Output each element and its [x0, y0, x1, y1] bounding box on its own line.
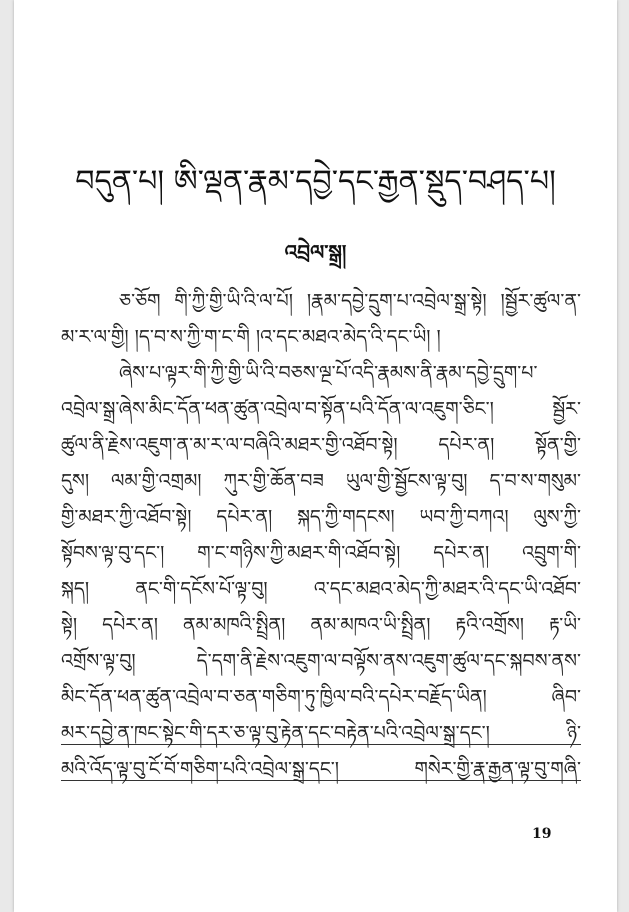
text-line	[61, 535, 581, 571]
text-line	[61, 751, 581, 787]
text-line	[61, 715, 581, 751]
body-text	[61, 283, 581, 787]
text-line	[61, 571, 581, 607]
text-line-content: ཅ་ཅོག གི་ཀྱི་གྱི་ཡི་འི་ལ་པོ། །རྣམ་དབྱེ་དྲུག་པ་འབྲེལ་སྒྲ་སྟེ། །སྦྱོར་ཚུལ་ན་	[119, 290, 581, 312]
text-line	[61, 283, 581, 319]
text-line-content: ཞེས་པ་ལྟར་གི་ཀྱི་གྱི་ཡི་འི་བཅས་ལྔ་པོ་འདི་རྣམས་ནི་རྣམ་དབྱེ་དྲུག་པ་	[119, 362, 538, 384]
text-line-content: མིང་དོན་ཕན་ཚུན་འབྲེལ་བ་ཅན་གཅིག་ཏུ་ཁྱིལ་བའི་དཔེར་བརྗོད་ཡིན། ཞིབ་	[61, 686, 581, 708]
text-line	[61, 463, 581, 499]
chapter-title: བདུན་པ། ཨི་ལྡན་རྣམ་དབྱེ་དང་རྒྱན་སྡུད་བཤད་པ།	[75, 164, 556, 199]
text-line-content: མ་ར་ལ་གྱི། །ད་བ་ས་ཀྱི་ག་ང་གི །འ་དང་མཐའ་མེད་འི་དང་ཡི། །	[61, 326, 441, 348]
text-line-content: འགྲོས་ལྟ་བུ། དེ་དག་ནི་རྗེས་འཇུག་ལ་བལྟོས་ནས་འཇུག་ཚུལ་དང་སྐབས་ནས་	[61, 650, 581, 672]
text-line-content: ཚུལ་ནི་རྗེས་འཇུག་ན་མ་ར་ལ་བཞིའི་མཐར་གྱི་འཐོབ་སྟེ། དཔེར་ན། སྟོན་གྱི་	[61, 434, 581, 456]
text-line-content: སྐད། ནང་གི་དངོས་པོ་ལྟ་བུ། འ་དང་མཐའ་མེད་ཀྱི་མཐར་འི་དང་ཡི་འཐོབ་	[61, 578, 581, 600]
text-line	[61, 355, 581, 391]
page-number: 19	[532, 826, 552, 842]
text-line	[61, 679, 581, 715]
text-line	[61, 427, 581, 463]
text-line-content: མའི་འོད་ལྟ་བུ་ངོ་བོ་གཅིག་པའི་འབྲེལ་སྒྲ་དང་། གསེར་གྱི་རྣ་རྒྱན་ལྟ་བུ་གཞི་	[61, 758, 581, 780]
text-line-content: སྟེ། དཔེར་ན། ནམ་མཁའི་སྤྲིན། ནམ་མཁའ་ཡི་སྤྲིན། རྟའི་འགྲོས། རྟ་ཡི་	[61, 614, 581, 636]
text-line	[61, 499, 581, 535]
text-line	[61, 607, 581, 643]
section-title: འབྲེལ་སྒྲ།	[284, 240, 347, 264]
text-line-content: གྱི་མཐར་ཀྱི་འཐོབ་སྟེ། དཔེར་ན། སྐད་ཀྱི་གདངས། ཡབ་ཀྱི་བཀའ། ལུས་ཀྱི་	[61, 506, 581, 528]
text-line-content: མར་དབྱེ་ན་ཁང་སྟེང་གི་དར་ཅ་ལྟ་བུ་རྟེན་དང་བརྟེན་པའི་འབྲེལ་སྒྲ་དང་། ཉི་	[61, 722, 581, 744]
text-line	[61, 391, 581, 427]
text-line	[61, 319, 581, 355]
document-page	[14, 0, 617, 912]
text-line-content: འབྲེལ་སྒྲ་ཞེས་མིང་དོན་ཕན་ཚུན་འབྲེལ་བ་སྟོན་པའི་དོན་ལ་འཇུག་ཅིང་། སྦྱོར་	[61, 398, 581, 420]
text-line	[61, 643, 581, 679]
text-line-content: དུས། ལམ་གྱི་འགྲམ། ཀུར་གྱི་ཆོན་བཟ ཡུལ་གྱི་སྦྱོངས་ལྟ་བུ། ད་བ་ས་གསུམ་	[61, 470, 581, 492]
text-line-content: སྟོབས་ལྟ་བུ་དང་། ག་ང་གཉིས་ཀྱི་མཐར་གི་འཐོབ་སྟེ། དཔེར་ན། འབྲུག་གི་	[61, 542, 581, 564]
